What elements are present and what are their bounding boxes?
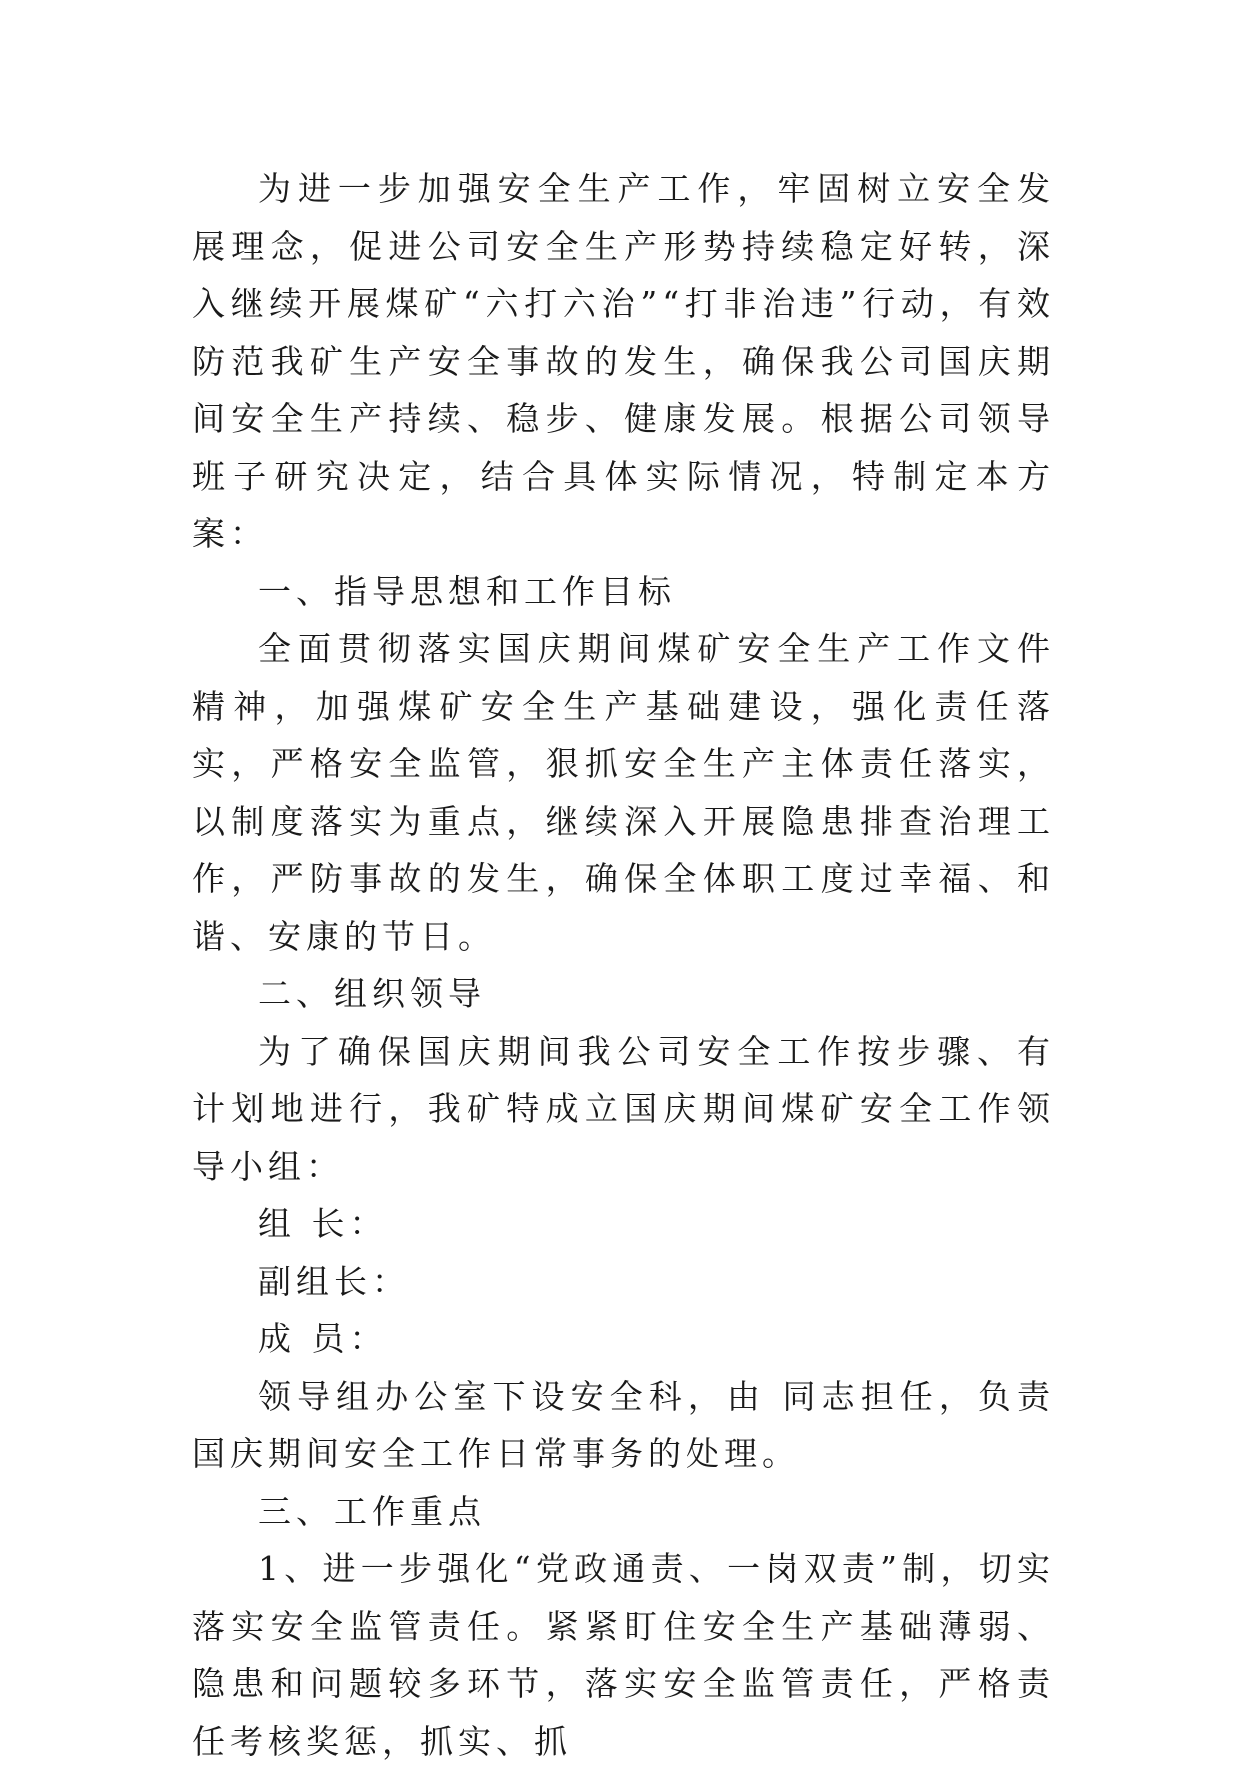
organization-paragraph: 为了确保国庆期间我公司安全工作按步骤、有计划地进行，我矿特成立国庆期间煤矿安全工作领导小组：: [192, 1031, 1055, 1186]
document-body: [192, 160, 1055, 1770]
section-heading-organization: 二、组织领导: [258, 974, 486, 1013]
guiding-ideology-paragraph: 全面贯彻落实国庆期间煤矿安全生产工作文件精神，加强煤矿安全生产基础建设，强化责任落实，严格安全监管，狠抓安全生产主体责任落实，以制度落实为重点，继续深入开展隐患排查治理工作，严防事故的发生，确保全体职工度过幸福、和谐、安康的节日。: [192, 629, 1055, 956]
intro-paragraph: 为进一步加强安全生产工作，牢固树立安全发展理念，促进公司安全生产形势持续稳定好转，深入继续开展煤矿“六打六治”“打非治违”行动，有效防范我矿生产安全事故的发生，确保我公司国庆期间安全生产持续、稳步、健康发展。根据公司领导班子研究决定，结合具体实际情况，特制定本方案：: [192, 169, 1055, 553]
members-line: 成 员：: [258, 1319, 388, 1358]
deputy-leader-line: 副组长：: [258, 1261, 410, 1301]
work-focus-item-1: 1、进一步强化“党政通责、一岗双责”制，切实落实安全监管责任。紧紧盯住安全生产基础薄弱、隐患和问题较多环节，落实安全监管责任，严格责任考核奖惩，抓实、抓: [192, 1549, 1055, 1761]
section-heading-guiding-ideology: 一、指导思想和工作目标: [258, 571, 676, 611]
team-leader-line: 组 长：: [258, 1204, 388, 1243]
office-paragraph: 领导组办公室下设安全科，由 同志担任，负责国庆期间安全工作日常事务的处理。: [192, 1376, 1055, 1473]
section-heading-work-focus: 三、工作重点: [258, 1491, 486, 1531]
